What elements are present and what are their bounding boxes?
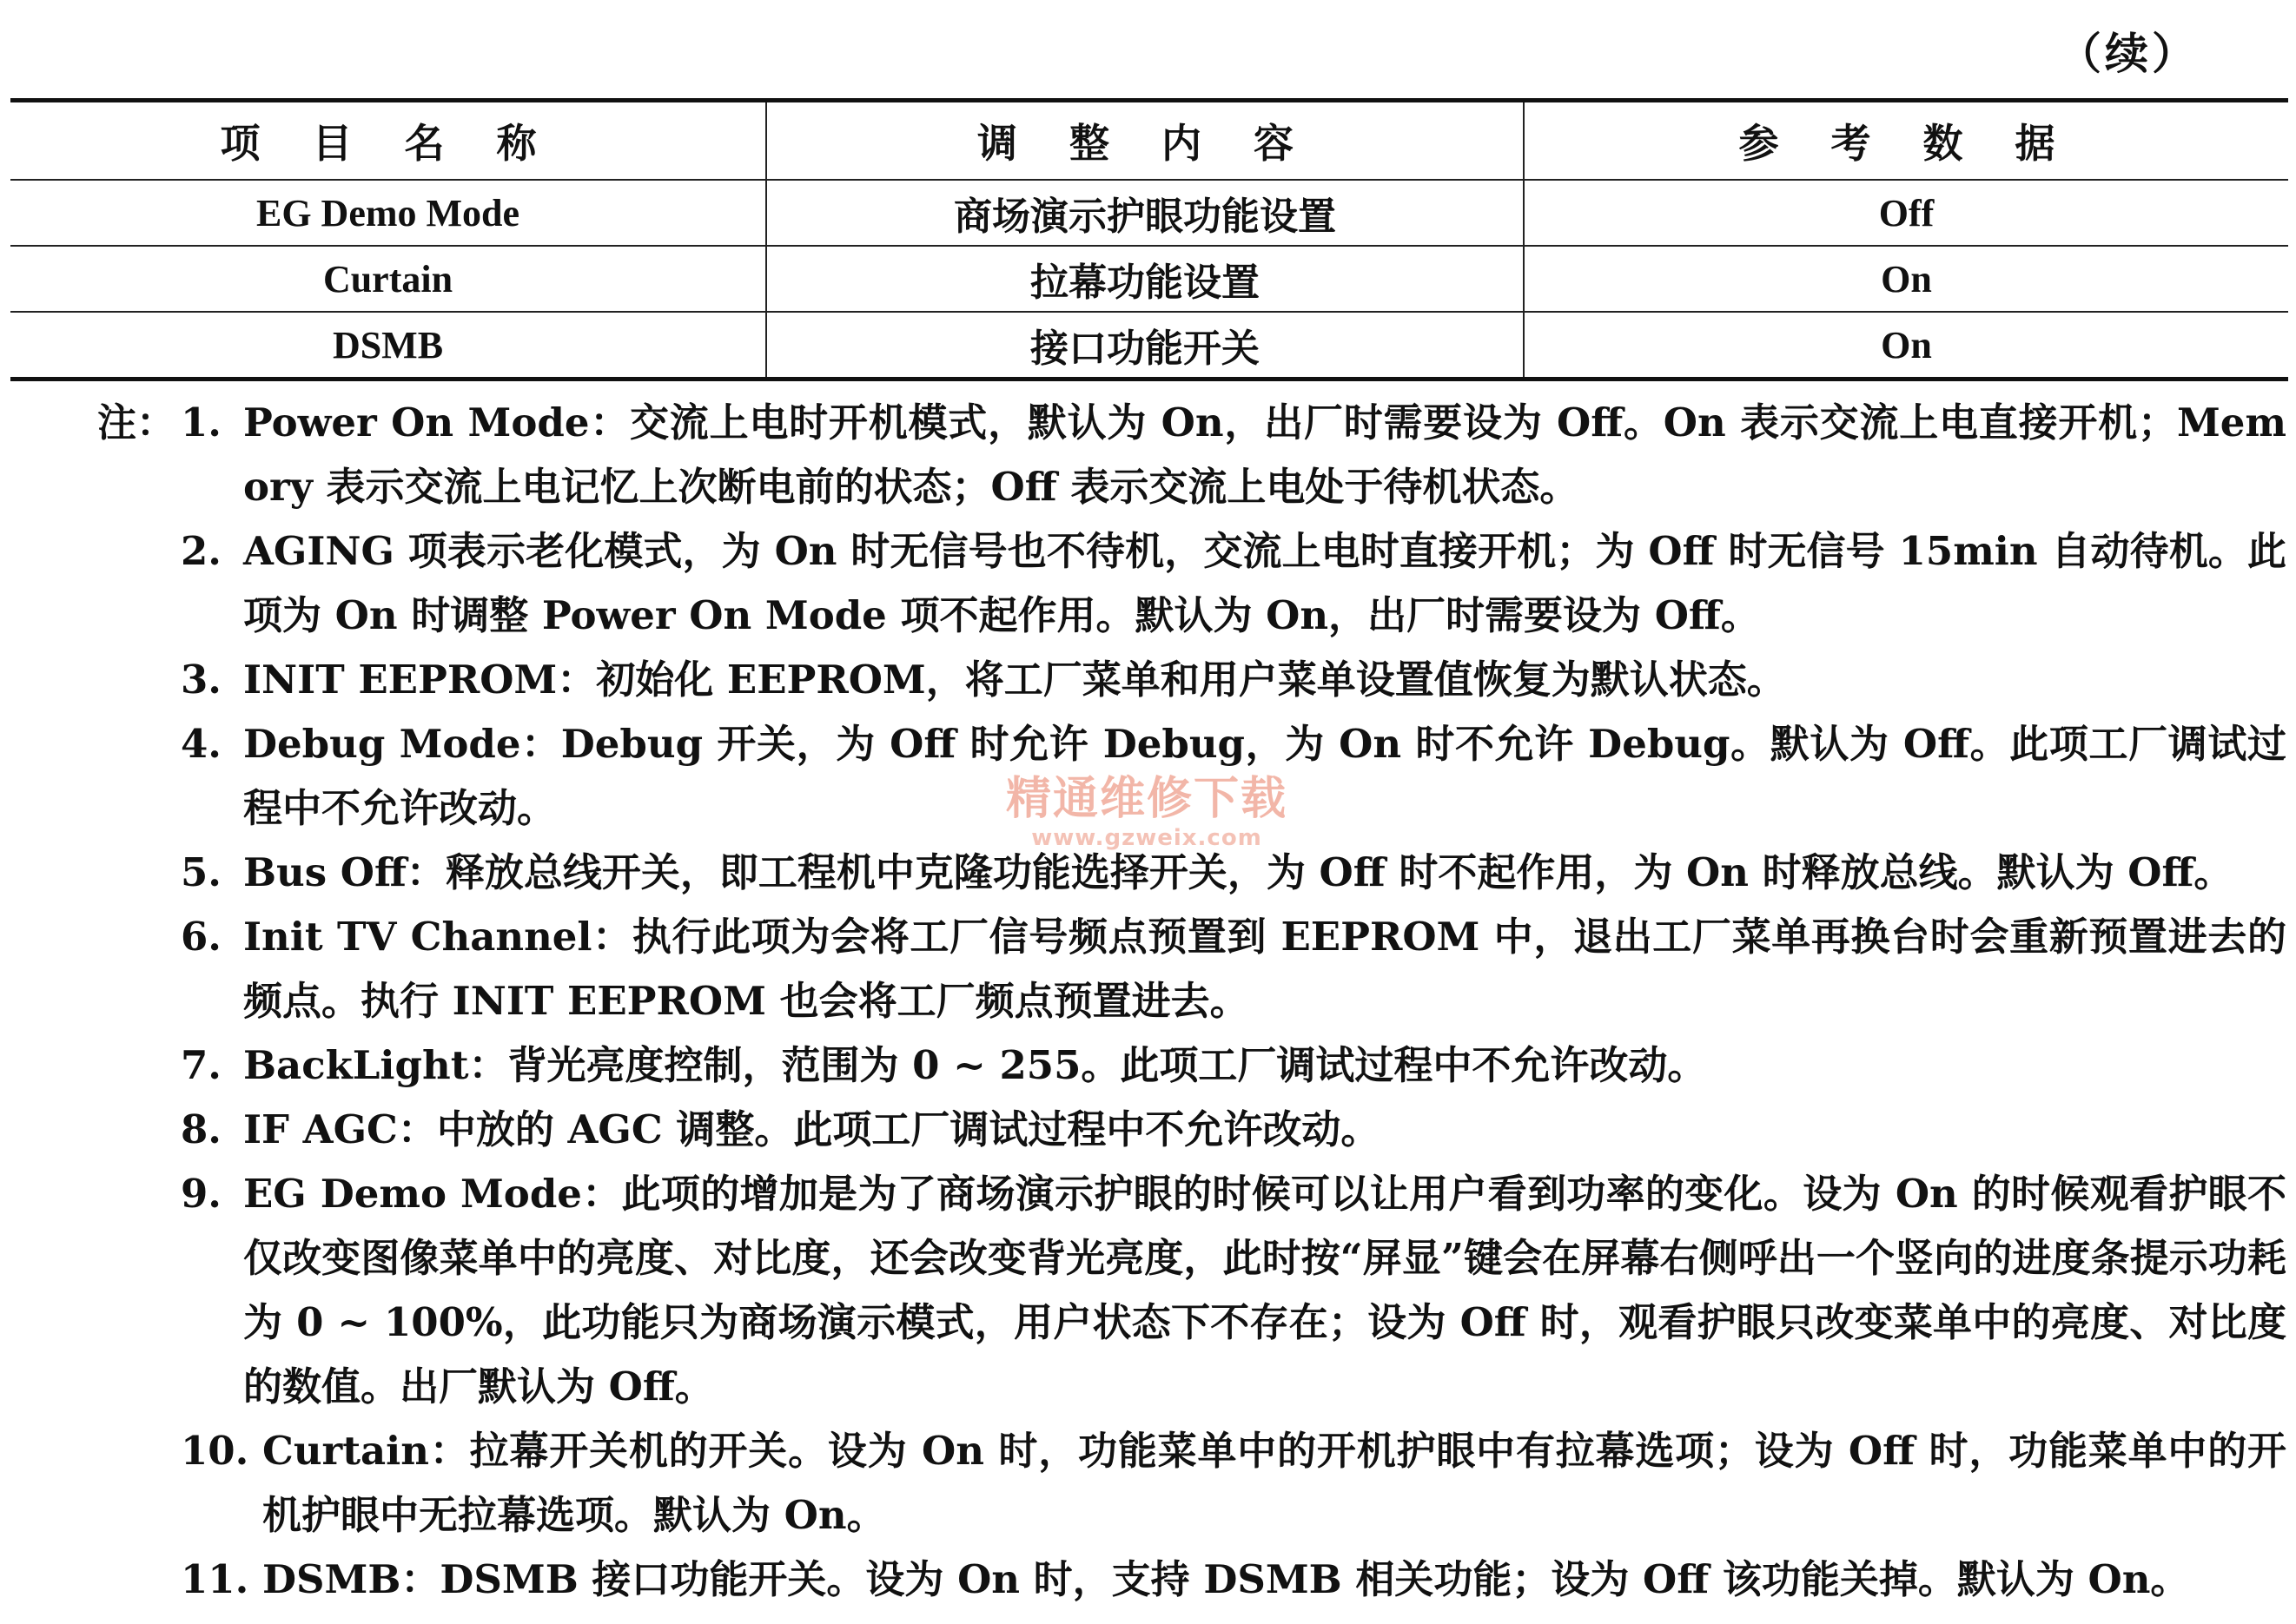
- cell-value: On: [1524, 246, 2288, 312]
- settings-table: [10, 98, 2288, 381]
- note-text: IF AGC：中放的 AGC 调整。此项工厂调试过程中不允许改动。: [243, 1106, 1380, 1152]
- note-item: [97, 519, 2286, 648]
- table-row: [10, 312, 2288, 380]
- note-item: [97, 391, 2286, 519]
- note-number: 4.: [181, 721, 222, 767]
- note-item: [97, 1098, 2286, 1162]
- note-number: 9.: [181, 1171, 222, 1217]
- notes-prefix: 注：: [97, 399, 176, 446]
- note-item: [97, 1548, 2286, 1612]
- cell-item: EG Demo Mode: [10, 180, 766, 246]
- note-text: Init TV Channel：执行此项为会将工厂信号频点预置到 EEPROM 中，退出工厂菜单再换台时会重新预置进去的频点。执行 INIT EEPROM 也会将工厂频点预置进去。: [243, 914, 2286, 1024]
- note-item: [97, 1162, 2286, 1419]
- note-text: Power On Mode：交流上电时开机模式，默认为 On，出厂时需要设为 Off。On 表示交流上电直接开机；Mem ory 表示交流上电记忆上次断电前的状态；Off 表示交流上电处于待机状态。: [243, 399, 2286, 510]
- watermark-text: 精通维修下载: [1005, 772, 1287, 825]
- table-row: [10, 246, 2288, 312]
- header-item-name: 项 目 名 称: [10, 101, 766, 181]
- note-item: [97, 648, 2286, 712]
- note-text: BackLight：背光亮度控制，范围为 0 ~ 255。此项工厂调试过程中不允许改动。: [243, 1042, 1707, 1088]
- notes-section: [97, 391, 2286, 1612]
- note-item: [97, 1419, 2286, 1548]
- note-number: 7.: [181, 1042, 222, 1088]
- note-text: DSMB：DSMB 接口功能开关。设为 On 时，支持 DSMB 相关功能；设为 Off 该功能关掉。默认为 On。: [262, 1556, 2190, 1602]
- note-item: [97, 905, 2286, 1033]
- table-header-row: [10, 101, 2288, 181]
- watermark-url: www.gzweix.com: [1031, 825, 1262, 851]
- note-number: 11.: [181, 1556, 249, 1602]
- cell-content: 商场演示护眼功能设置: [766, 180, 1524, 246]
- header-reference-data: 参 考 数 据: [1524, 101, 2288, 181]
- note-item: [97, 1033, 2286, 1098]
- note-text: Curtain：拉幕开关机的开关。设为 On 时，功能菜单中的开机护眼中有拉幕选项；设为 Off 时，功能菜单中的开机护眼中无拉幕选项。默认为 On。: [262, 1428, 2286, 1538]
- cell-content: 接口功能开关: [766, 312, 1524, 380]
- note-text: Bus Off：释放总线开关，即工程机中克隆功能选择开关，为 Off 时不起作用，为 On 时释放总线。默认为 Off。: [243, 849, 2233, 895]
- note-number: 6.: [181, 914, 222, 960]
- note-text: INIT EEPROM：初始化 EEPROM，将工厂菜单和用户菜单设置值恢复为默认状态。: [243, 657, 1786, 703]
- note-number: 10.: [181, 1428, 249, 1474]
- cell-item: Curtain: [10, 246, 766, 312]
- note-number: 1.: [181, 399, 222, 446]
- note-number: 2.: [181, 528, 222, 574]
- note-number: 3.: [181, 657, 222, 703]
- cell-value: Off: [1524, 180, 2288, 246]
- note-number: 5.: [181, 849, 222, 895]
- note-number: 8.: [181, 1106, 222, 1152]
- cell-value: On: [1524, 312, 2288, 380]
- cell-content: 拉幕功能设置: [766, 246, 1524, 312]
- note-item: [97, 841, 2286, 905]
- table-row: [10, 180, 2288, 246]
- header-adjust-content: 调 整 内 容: [766, 101, 1524, 181]
- note-text: EG Demo Mode：此项的增加是为了商场演示护眼的时候可以让用户看到功率的变化。设为 On 的时候观看护眼不仅改变图像菜单中的亮度、对比度，还会改变背光亮度，此时按“屏显”键会在屏幕右侧呼出一个竖向的进度条提示功耗为 0 ~ 100%，此功能只为商场演示模式，用户状态下不存在；设为 Off 时，观看护眼只改变菜单中的亮度、对比度的数值。出厂默认为 Off。: [243, 1171, 2286, 1409]
- note-text: Debug Mode：Debug 开关，为 Off 时允许 Debug，为 On 时不允许 Debug。默认为 Off。此项工厂调试过程中不允许改动。: [243, 721, 2286, 831]
- note-item: [97, 712, 2286, 841]
- note-text: AGING 项表示老化模式，为 On 时无信号也不待机，交流上电时直接开机；为 Off 时无信号 15min 自动待机。此项为 On 时调整 Power On Mode 项不起作用。默认为 On，出厂时需要设为 Off。: [243, 528, 2286, 638]
- continued-label: （续）: [2058, 28, 2199, 79]
- cell-item: DSMB: [10, 312, 766, 380]
